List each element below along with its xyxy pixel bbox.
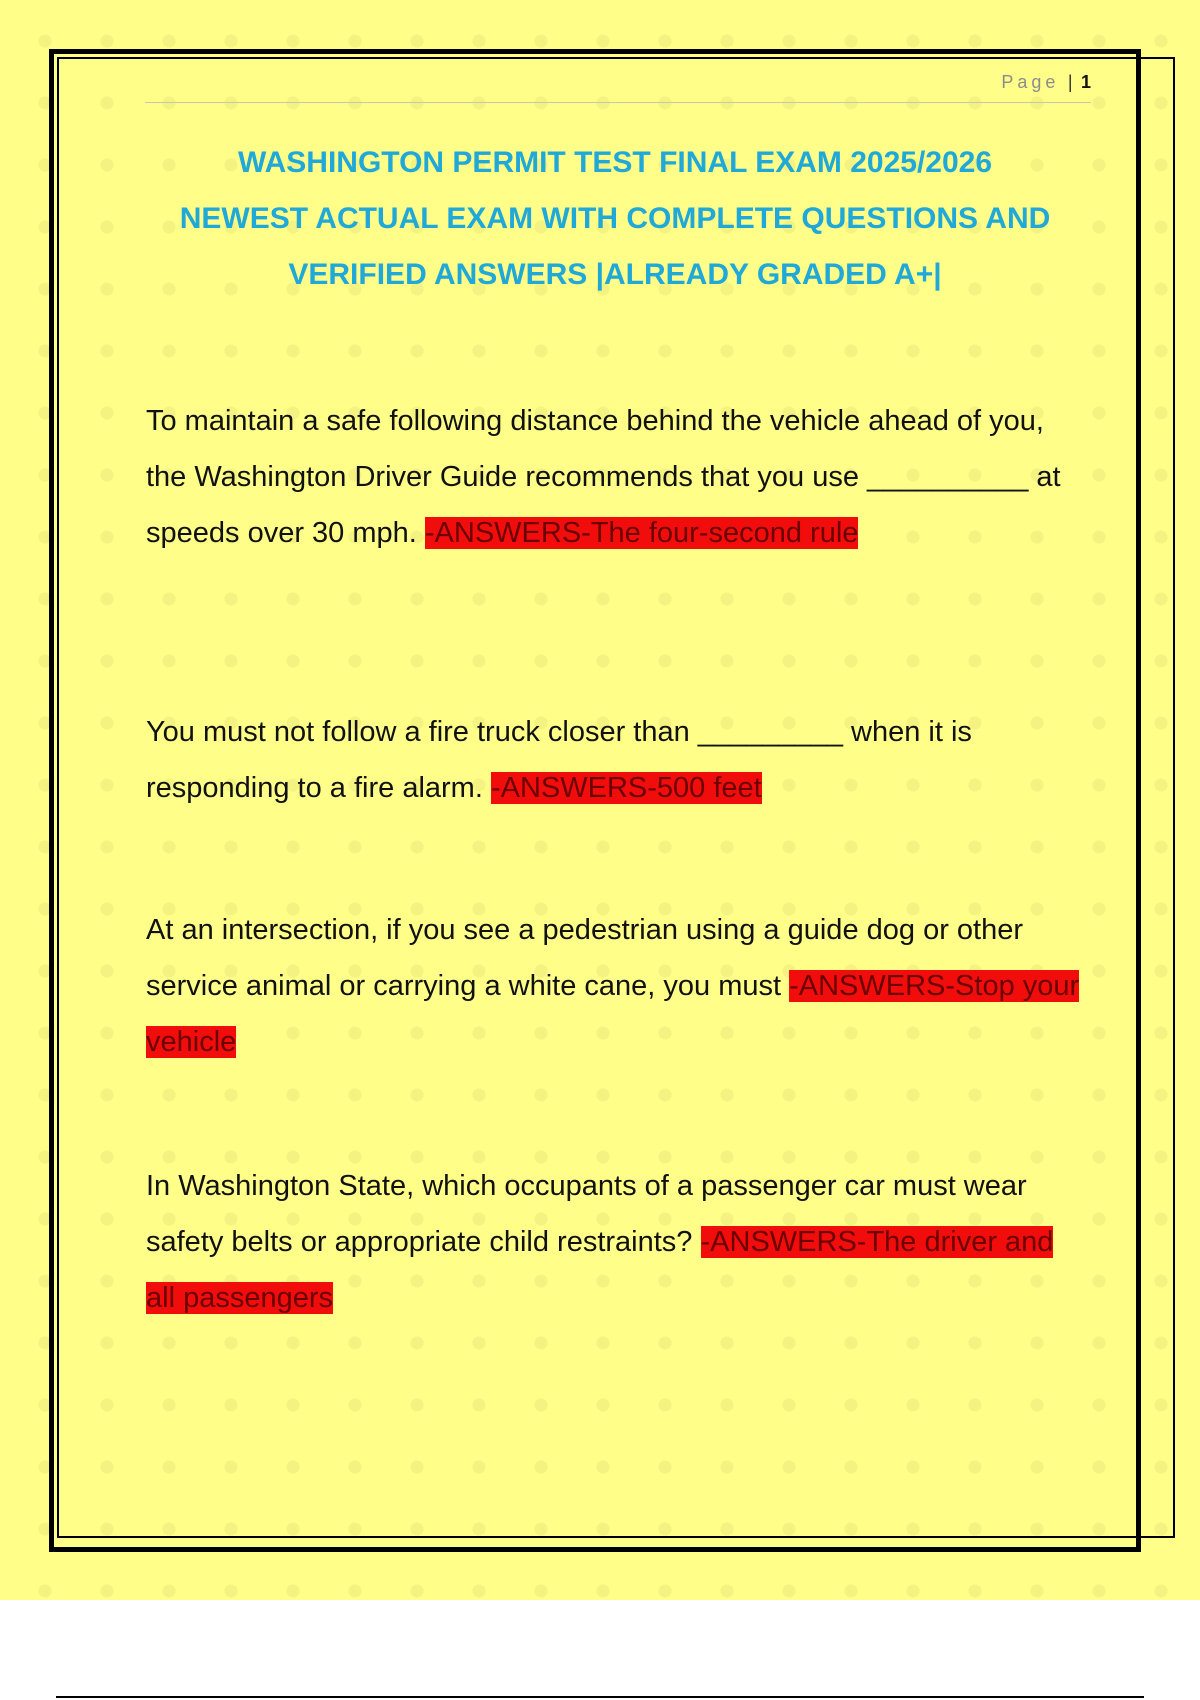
question-text: You must not follow a fire truck closer than _________ when it is responding to a fire alarm. [146,716,972,804]
question-block-4 [146,1158,1086,1326]
title-line-3: VERIFIED ANSWERS |ALREADY GRADED A+| [288,258,942,291]
title-line-2: NEWEST ACTUAL EXAM WITH COMPLETE QUESTIONS AND [179,202,1051,235]
question-block-1 [146,393,1086,561]
page-separator: | [1067,72,1073,92]
answer-highlight: -ANSWERS-500 feet [490,772,762,804]
answer-highlight: -ANSWERS-The four-second rule [424,517,859,549]
question-block-2 [146,704,1086,816]
question-text: At an intersection, if you see a pedestrian using a guide dog or other service animal or carrying a white cane, you must [146,914,1024,1002]
answer-highlight: -ANSWERS-The driver and all passengers [146,1226,1054,1314]
question-block-3 [146,902,1086,1070]
answer-highlight: -ANSWERS-Stop your vehicle [146,970,1080,1058]
page-number: 1 [1080,72,1091,92]
document-title [130,135,1100,303]
footer-divider [56,1696,1144,1698]
page-label: Page [1001,72,1060,92]
page-header [145,72,1091,103]
question-text: To maintain a safe following distance behind the vehicle ahead of you, the Washington Driver Guide recommends that you use __________ at speeds over 30 mph. [146,405,1061,549]
title-line-1: WASHINGTON PERMIT TEST FINAL EXAM 2025/2026 [237,146,993,179]
question-text: In Washington State, which occupants of a passenger car must wear safety belts or appropriate child restraints? [146,1170,1027,1258]
